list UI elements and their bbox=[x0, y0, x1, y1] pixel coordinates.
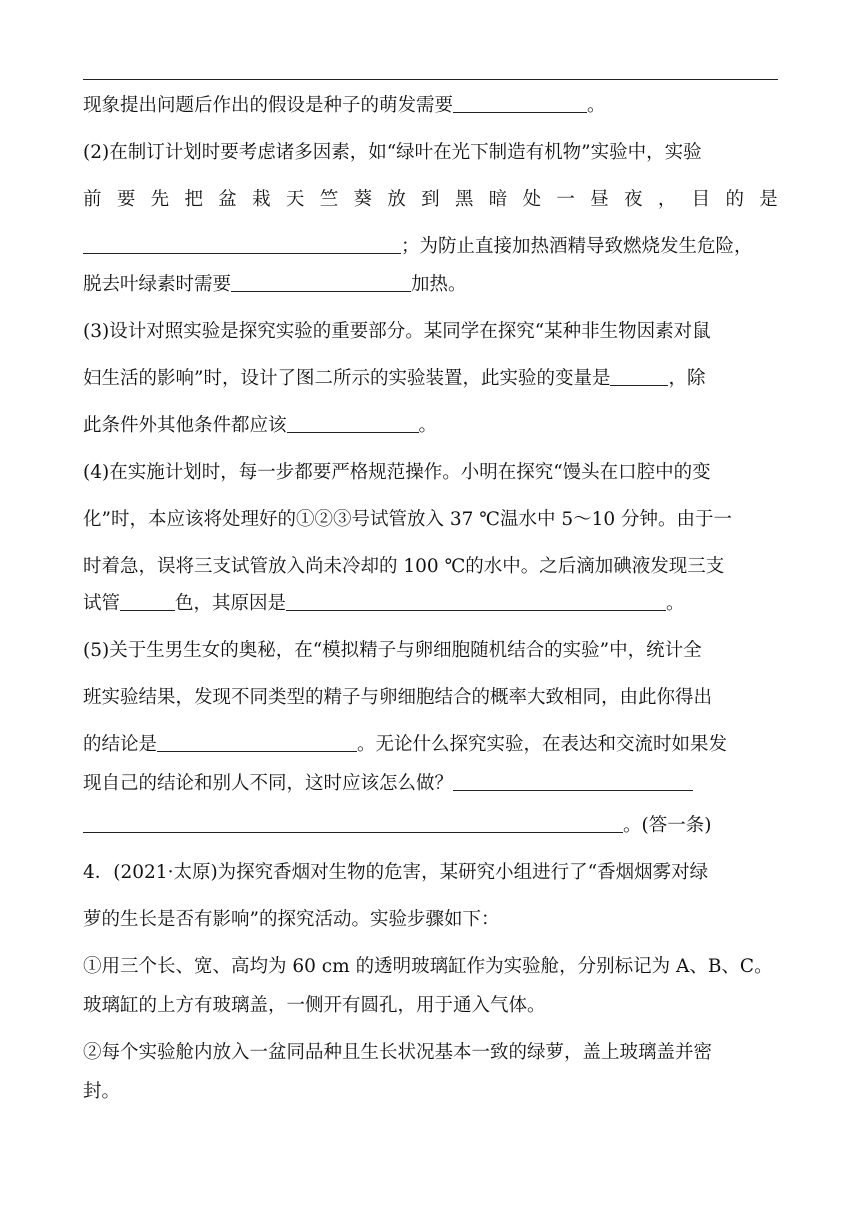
char: 目 bbox=[691, 189, 711, 210]
answer-blank[interactable] bbox=[287, 414, 419, 433]
answer-blank[interactable] bbox=[610, 367, 668, 386]
text-line bbox=[83, 367, 778, 391]
text-segment: 色，其原因是 bbox=[175, 593, 287, 614]
text-line: ①用三个长、宽、高均为 60 cm 的透明玻璃缸作为实验舱，分别标记为 A、B、C。 bbox=[83, 956, 773, 977]
char: 前 bbox=[83, 189, 102, 210]
answer-blank[interactable] bbox=[286, 592, 666, 611]
justified-line bbox=[83, 188, 778, 212]
text-segment: 现象提出问题后作出的假设是种子的萌发需要 bbox=[83, 95, 454, 116]
char: 栽 bbox=[252, 189, 271, 210]
answer-blank[interactable] bbox=[83, 814, 623, 833]
text-segment: 的结论是 bbox=[83, 734, 158, 755]
text-line: 时着急，误将三支试管放入尚未冷却的 100 ℃的水中。之后滴加碘液发现三支 bbox=[83, 556, 725, 577]
char: 是 bbox=[759, 189, 778, 210]
text-line bbox=[83, 273, 778, 297]
text-line bbox=[83, 414, 778, 438]
text-segment: 。(答一条) bbox=[623, 815, 712, 836]
char: 夜 bbox=[624, 189, 643, 210]
text-segment: 脱去叶绿素时需要 bbox=[83, 274, 232, 295]
text-line bbox=[83, 772, 778, 796]
answer-blank[interactable] bbox=[157, 733, 357, 752]
text-segment: 此条件外其他条件都应该 bbox=[83, 415, 287, 436]
answer-blank[interactable] bbox=[83, 235, 401, 254]
char: 暗 bbox=[488, 189, 508, 210]
char: 盆 bbox=[218, 189, 237, 210]
text-line: 化”时，本应该将处理好的①②③号试管放入 37 ℃温水中 5～10 分钟。由于一 bbox=[83, 509, 733, 530]
header-rule bbox=[83, 79, 778, 80]
answer-blank[interactable] bbox=[120, 592, 175, 611]
char: ， bbox=[657, 189, 677, 210]
answer-blank[interactable] bbox=[231, 273, 411, 292]
text-segment: 加热。 bbox=[411, 274, 467, 295]
char: 放 bbox=[387, 189, 406, 210]
char: 天 bbox=[285, 189, 305, 210]
char: 昼 bbox=[590, 189, 609, 210]
text-segment: 。 bbox=[418, 415, 438, 436]
text-line: 玻璃缸的上方有玻璃盖，一侧开有圆孔，用于通入气体。 bbox=[83, 995, 546, 1016]
char: 处 bbox=[522, 189, 542, 210]
char: 黑 bbox=[454, 189, 474, 210]
answer-blank[interactable] bbox=[453, 94, 587, 113]
text-line bbox=[83, 94, 778, 118]
text-line bbox=[83, 733, 778, 757]
text-segment: ，除 bbox=[668, 368, 706, 389]
text-segment: 。 bbox=[587, 95, 606, 116]
text-segment: 。 bbox=[666, 593, 685, 614]
text-line: 班实验结果，发现不同类型的精子与卵细胞结合的概率大致相同，由此你得出 bbox=[83, 687, 713, 708]
char: 要 bbox=[116, 189, 136, 210]
text-segment: 妇生活的影响”时，设计了图二所示的实验装置，此实验的变量是 bbox=[83, 368, 611, 389]
char: 的 bbox=[725, 189, 744, 210]
text-line bbox=[83, 814, 778, 838]
answer-blank[interactable] bbox=[453, 772, 693, 791]
char: 到 bbox=[421, 189, 440, 210]
text-line: 4．(2021·太原)为探究香烟对生物的危害，某研究小组进行了“香烟烟雾对绿 bbox=[83, 862, 709, 883]
text-line: (5)关于生男生女的奥秘，在“模拟精子与卵细胞随机结合的实验”中，统计全 bbox=[83, 640, 702, 661]
text-line bbox=[83, 235, 778, 259]
char: 葵 bbox=[353, 189, 373, 210]
char: 先 bbox=[150, 189, 170, 210]
text-segment: 。无论什么探究实验，在表达和交流时如果发 bbox=[357, 734, 728, 755]
text-line: 萝的生长是否有影响”的探究活动。实验步骤如下： bbox=[83, 909, 500, 930]
text-line: (4)在实施计划时，每一步都要严格规范操作。小明在探究“馒头在口腔中的变 bbox=[83, 462, 711, 483]
text-segment: 试管 bbox=[83, 593, 121, 614]
char: 一 bbox=[556, 189, 575, 210]
char: 竺 bbox=[319, 189, 339, 210]
text-line: 封。 bbox=[83, 1081, 121, 1102]
text-segment: 现自己的结论和别人不同，这时应该怎么做？ bbox=[83, 773, 454, 794]
text-line: (2)在制订计划时要考虑诸多因素，如“绿叶在光下制造有机物”实验中，实验 bbox=[83, 142, 702, 163]
char: 把 bbox=[184, 189, 203, 210]
text-segment: ；为防止直接加热酒精导致燃烧发生危险， bbox=[401, 236, 753, 257]
text-line: (3)设计对照实验是探究实验的重要部分。某同学在探究“某种非生物因素对鼠 bbox=[83, 321, 711, 342]
text-line bbox=[83, 592, 778, 616]
text-line: ②每个实验舱内放入一盆同品种且生长状况基本一致的绿萝，盖上玻璃盖并密 bbox=[83, 1042, 713, 1063]
